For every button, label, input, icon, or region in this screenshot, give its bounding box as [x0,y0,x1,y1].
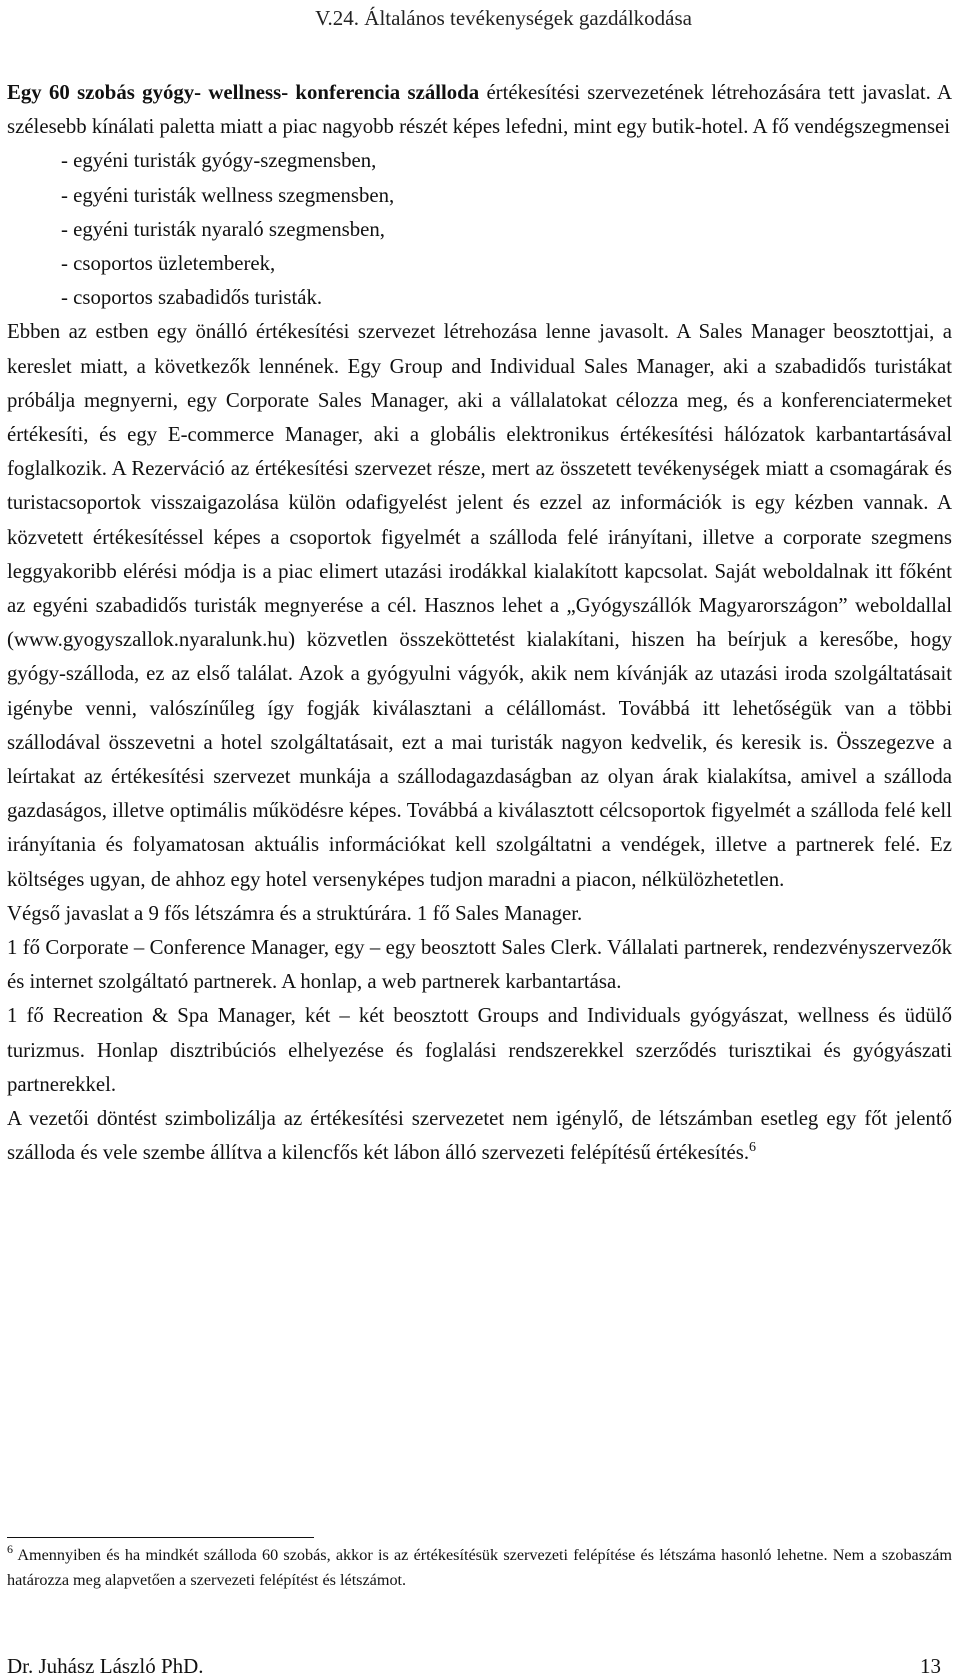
footnote-text: Amennyiben és ha mindkét szálloda 60 szobás, akkor is az értékesítésük szervezeti felépítése és létszáma hasonló lehetne. Nem a szobaszám határozza meg alapvetően a szervezeti felépítést és létszámot. [7,1546,952,1589]
footnote-reference: 6 [749,1140,757,1156]
footnote-number: 6 [7,1542,13,1556]
conclusion-paragraph [7,1102,952,1170]
page-number: 13 [920,1654,941,1678]
footer-author: Dr. Juhász László PhD. [7,1654,204,1678]
footnote [7,1543,952,1593]
intro-bold-title: Egy 60 szobás gyógy- wellness- konferencia szálloda [7,81,480,104]
running-header: V.24. Általános tevékenységek gazdálkodása [315,6,692,30]
main-paragraph: Ebben az estben egy önálló értékesítési szervezet létrehozása lenne javasolt. A Sales Manager beosztottjai, a kereslet miatt, a következők lennének. Egy Group and Individual Sales Manager, aki a szabadidős turistákat próbálja megnyerni, egy Corporate Sales Manager, aki a vállalatokat célozza meg, és a konferenciatermeket értékesíti, és egy E-commerce Manager, aki a globális elektronikus értékesítési hálózatok karbantartásával foglalkozik. A Rezerváció az értékesítési szervezet része, mert az összetett tevékenységek miatt a csomagárak és turistacsoportok visszaigazolása külön odafigyelést jelent és ezzel az információk is egy kézben vannak. A közvetett értékesítéssel képes a csoportok figyelmét a szálloda felé irányítani, illetve a corporate szegmens leggyakoribb elérési módja is a piac elimert utazási irodákkal kialakított kapcsolat. Saját weboldalnak itt főként az egyéni szabadidős turisták megnyerése a cél. Hasznos lehet a „Gyógyszállók Magyarországon” weboldallal (www.gyogyszallok.nyaralunk.hu) közvetlen összeköttetést kialakítani, hiszen ha beírjuk a keresőbe, hogy gyógy-szálloda, ez az első találat. Azok a gyógyulni vágyók, akik nem kívánják az utazási iroda szolgáltatásait igénybe venni, valószínűleg így fogják kiválasztani a célállomást. Továbbá itt lehetőségük van a többi szállodával összevetni a hotel szolgáltatásait, ezt a mai turisták nagyon kedvelik, és keresik is. Összegezve a leírtakat az értékesítési szervezet munkája a szállodagazdaságban az olyan árak kialakítsa, amivel a szálloda gazdaságos, illetve optimális működésre képes. Továbbá a kiválasztott célcsoportok figyelmét a szálloda felé kell irányítania és folyamatosan aktuális információkat kell szolgáltatni a vendégek, illetve a partnerek felé. Ez költséges ugyan, de ahhoz egy hotel versenyképes tudjon maradni a piacon, nélkülözhetetlen. [7,320,952,891]
recreation-role-paragraph: 1 fő Recreation & Spa Manager, két – két beosztott Groups and Individuals gyógyászat, wellness és üdülő turizmus. Honlap disztribúciós elhelyezése és foglalási rendszerekkel szerződés turisztikai és gyógyászati partnerekkel. [7,1004,952,1096]
corporate-role-paragraph: 1 fő Corporate – Conference Manager, egy – egy beosztott Sales Clerk. Vállalati partnerek, rendezvényszervezők és internet szolgáltató partnerek. A honlap, a web partnerek karbantartása. [7,936,952,994]
segment-list [7,144,952,315]
intro-paragraph [7,76,952,144]
segment-item: - egyéni turisták gyógy-szegmensben, [61,149,377,173]
intro-rest: értékesítési szervezetének létrehozására tett javaslat. A szélesebb kínálati paletta miatt a piac nagyobb részét képes lefedni, mint egy butik-hotel. A fő vendégszegmensei [7,81,952,139]
footnote-separator [7,1537,314,1538]
segment-item: - egyéni turisták nyaraló szegmensben, [61,217,385,241]
body-text [7,76,952,1171]
final-proposal-paragraph: Végső javaslat a 9 fős létszámra és a struktúrára. 1 fő Sales Manager. [7,901,583,925]
segment-item: - csoportos üzletemberek, [61,252,276,276]
segment-item: - egyéni turisták wellness szegmensben, [61,183,395,207]
conclusion-text: A vezetői döntést szimbolizálja az értékesítési szervezetet nem igénylő, de létszámban esetleg egy főt jelentő szálloda és vele szembe állítva a kilencfős két lábon álló szervezeti felépítésű értékesítés. [7,1107,952,1165]
segment-item: - csoportos szabadidős turisták. [61,286,323,310]
